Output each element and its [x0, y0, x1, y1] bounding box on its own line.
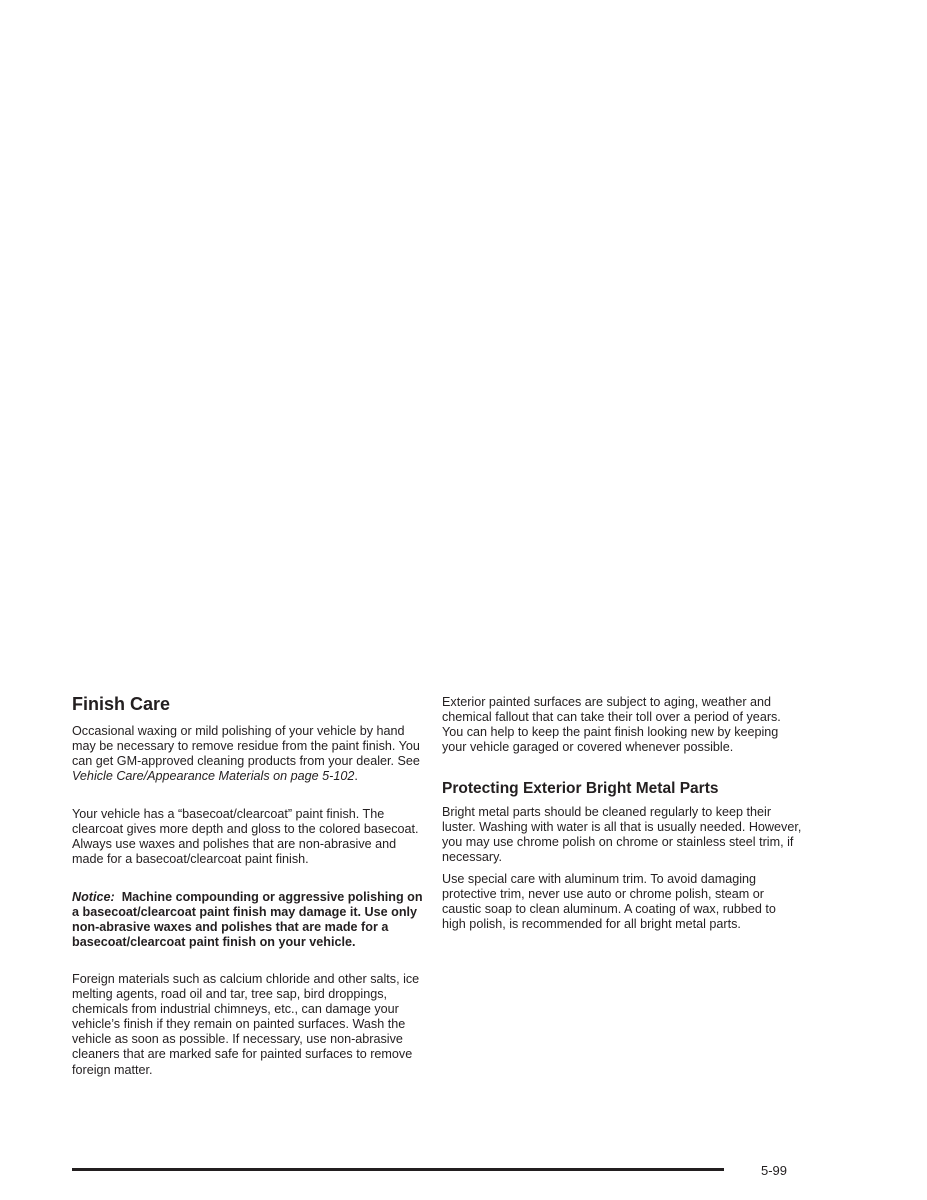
section-heading-finish-care: Finish Care — [72, 694, 171, 714]
paragraph-exterior-painted-surfaces: Exterior painted surfaces are subject to aging, weather and chemical fallout that can take their toll over a period of years. You can help to keep the paint finish looking new by keeping your vehicle garaged or covered whenever possible. — [442, 695, 781, 755]
paragraph-basecoat-clearcoat: Your vehicle has a “basecoat/clearcoat” paint finish. The clearcoat gives more depth and gloss to the colored basecoat. Always use waxes and polishes that are non-abrasive and made for a basecoat/clearcoat paint finish. — [72, 807, 419, 867]
paragraph-occasional-waxing — [72, 724, 424, 784]
notice-label: Notice: — [72, 890, 115, 904]
paragraph-bright-metal-parts: Bright metal parts should be cleaned regularly to keep their luster. Washing with water is all that is usually needed. However, you may use chrome polish on chrome or stainless steel trim, if necessary. — [442, 805, 802, 865]
paragraph-text-end: . — [354, 769, 358, 784]
paragraph-foreign-materials: Foreign materials such as calcium chloride and other salts, ice melting agents, road oil and tar, tree sap, bird droppings, chemicals from industrial chimneys, etc., can damage your vehicle’s finish if they remain on painted surfaces. Wash the vehicle as soon as possible. If necessary, use non-abrasive cleaners that are marked safe for painted surfaces to remove foreign matter. — [72, 972, 420, 1077]
footer-rule — [72, 1168, 724, 1171]
notice-paragraph — [72, 890, 424, 950]
paragraph-text: Occasional waxing or mild polishing of your vehicle by hand may be necessary to remove residue from the paint finish. You can get GM-approved cleaning products from your dealer. See — [72, 724, 420, 769]
cross-reference-link[interactable]: Vehicle Care/Appearance Materials on page 5-102 — [72, 769, 355, 784]
paragraph-aluminum-trim: Use special care with aluminum trim. To avoid damaging protective trim, never use auto or chrome polish, steam or caustic soap to clean aluminum. A coating of wax, rubbed to high polish, is recommended for all bright metal parts. — [442, 872, 776, 932]
notice-text: Machine compounding or aggressive polishing on a basecoat/clearcoat paint finish may damage it. Use only non-abrasive waxes and polishes that are made for a basecoat/clearcoat paint finish on your vehicle. — [72, 890, 423, 950]
section-heading-bright-metal-parts: Protecting Exterior Bright Metal Parts — [442, 780, 719, 797]
page-number: 5-99 — [761, 1163, 788, 1178]
